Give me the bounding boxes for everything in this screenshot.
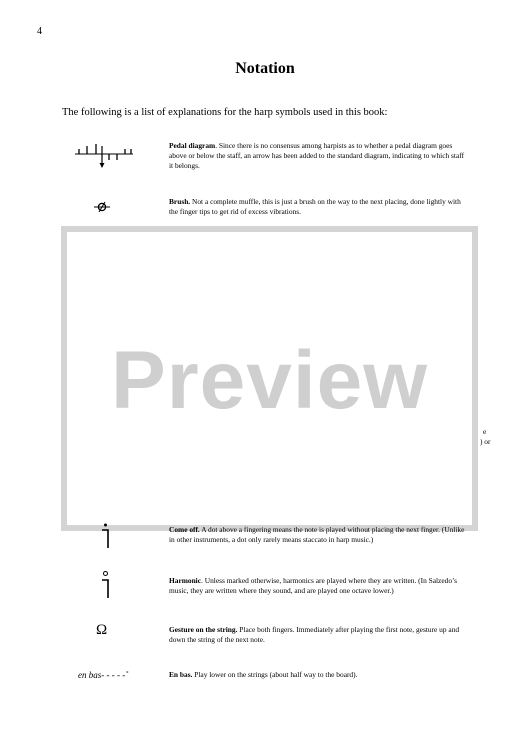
- entry-description: Place both fingers. Immediately after playing the first note, gesture up and down the string of the next note.: [169, 625, 460, 644]
- intro-paragraph: The following is a list of explanations for the harp symbols used in this book:: [62, 107, 388, 118]
- gesture-entry: [169, 625, 469, 645]
- page-title: Notation: [235, 60, 295, 77]
- entry-description: . Unless marked otherwise, harmonics are played where they are written. (In Salzedo’s music, they are written where they sound, and are played one octave lower.): [169, 576, 457, 595]
- pedal-diagram-entry: [169, 141, 469, 171]
- come-off-icon: [99, 523, 111, 549]
- pedal-diagram-icon: [73, 143, 135, 169]
- preview-watermark: [61, 226, 478, 531]
- clipped-text-fragment: ) or: [480, 437, 491, 446]
- brush-icon: [93, 201, 111, 213]
- entry-term: Gesture on the string.: [169, 625, 238, 634]
- en-bas-marking: en bas- - - - -˚: [78, 670, 129, 680]
- entry-description: A dot above a fingering means the note is played without placing the next finger. (Unlike in other instruments, a dot only rarely means staccato in harp music.): [169, 525, 465, 544]
- brush-entry: [169, 197, 469, 217]
- entry-description: Play lower on the strings (about half way to the board).: [192, 670, 358, 679]
- entry-term: Brush.: [169, 197, 191, 206]
- page-number: 4: [37, 26, 42, 37]
- entry-term: Come off.: [169, 525, 200, 534]
- entry-description: Not a complete muffle, this is just a brush on the way to the next placing, done lightly with the finger tips to get rid of excess vibrations.: [169, 197, 461, 216]
- harmonic-icon: [99, 571, 111, 599]
- come-off-entry: [169, 525, 469, 545]
- entry-description: . Since there is no consensus among harpists as to whether a pedal diagram goes above or below the staff, an arrow has been added to the standard diagram, indicating to which staff it belongs.: [169, 141, 465, 170]
- harmonic-entry: [169, 576, 469, 596]
- entry-term: Pedal diagram: [169, 141, 216, 150]
- entry-term: Harmonic: [169, 576, 202, 585]
- entry-term: En bas.: [169, 670, 193, 679]
- preview-watermark-text: Preview: [111, 335, 428, 426]
- gesture-icon: Ω: [96, 622, 108, 638]
- en-bas-entry: [169, 670, 469, 680]
- clipped-text-fragment: e: [483, 427, 487, 436]
